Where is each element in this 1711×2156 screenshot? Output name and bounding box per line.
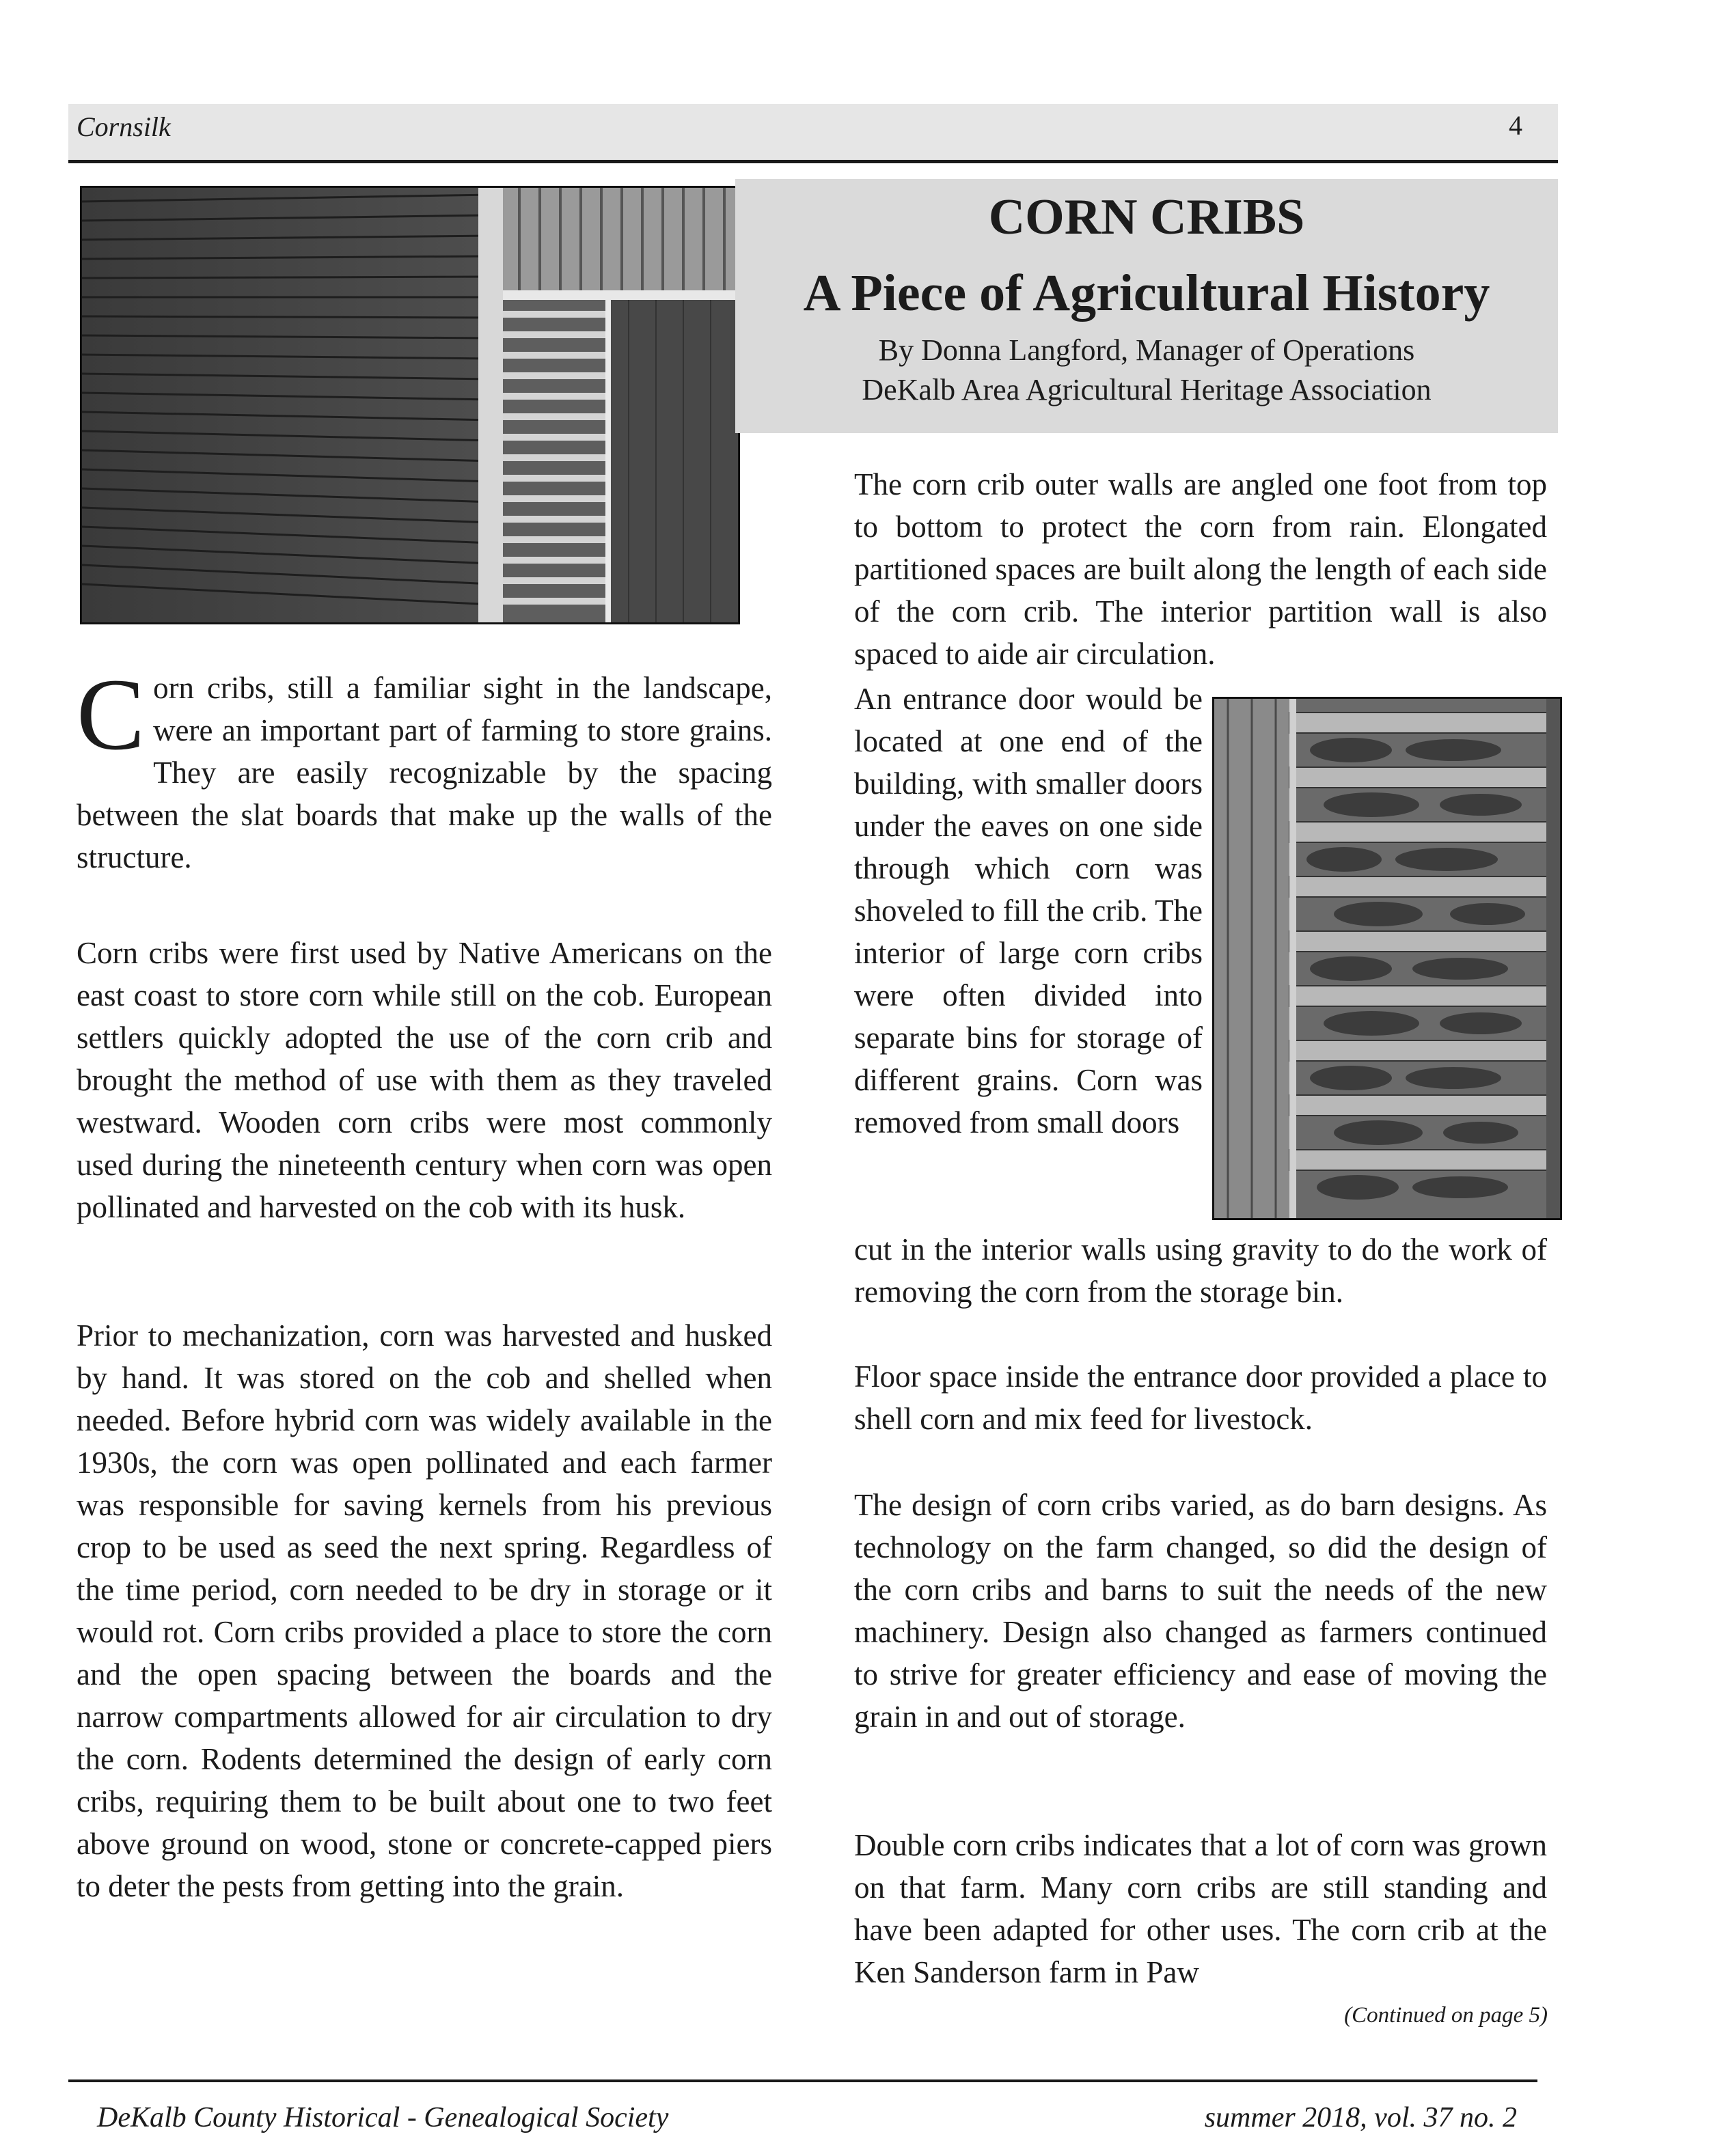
right-paragraph-3: The design of corn cribs varied, as do barn designs. As technology on the farm changed, so did the design of the corn cribs and barns to suit the needs of the new machinery. Design also changed as farmers continued to strive for greater efficiency and ease of moving the grain in and out of storage. <box>854 1488 1547 1734</box>
corn-crib-interior-photo <box>1212 697 1562 1220</box>
publication-title: Cornsilk <box>77 111 171 142</box>
footer-issue: summer 2018, vol. 37 no. 2 <box>1204 2102 1517 2133</box>
footer-society: DeKalb County Historical - Genealogical Society <box>97 2102 669 2133</box>
left-paragraph-3: Prior to mechanization, corn was harvested and husked by hand. It was stored on the cob and shelled when needed. Before hybrid corn was widely available in the 1930s, the corn was open pollinated and each farmer was responsible for saving kernels from his previous crop to be used as seed the next spring. Regardless of the time period, corn needed to be dry in storage or it would rot. Corn cribs provided a place to store the corn and the open spacing between the boards and the narrow compartments allowed for air circulation to dry the corn. Rodents determined the design of early corn cribs, requiring them to be built about one to two feet above ground on wood, stone or concrete-capped piers to deter the pests from getting into the grain. <box>77 1318 772 1903</box>
byline-organization: DeKalb Area Agricultural Heritage Association <box>862 373 1432 406</box>
right-paragraph-1c: cut in the interior walls using gravity to do the work of removing the corn from the storage bin. <box>854 1232 1547 1309</box>
right-paragraph-1a: The corn crib outer walls are angled one foot from top to bottom to protect the corn from rain. Elongated partitioned spaces are built along the length of each side of the corn crib. The interior partition wall is also spaced to aide air circulation. <box>854 467 1547 671</box>
header-bar <box>68 104 1558 160</box>
left-paragraph-1 <box>77 658 772 879</box>
continued-note: (Continued on page 5) <box>1344 2003 1548 2028</box>
left-paragraph-2: Corn cribs were first used by Native Americans on the east coast to store corn while still on the cob. European settlers quickly adopted the use of the corn crib and brought the method of use with them as they traveled westward. Wooden corn cribs were most commonly used during the nineteenth century when corn was open pollinated and harvested on the cob with its husk. <box>77 936 772 1224</box>
right-paragraph-2: Floor space inside the entrance door provided a place to shell corn and mix feed for livestock. <box>854 1359 1547 1436</box>
drop-cap: C <box>77 658 146 771</box>
byline-author: By Donna Langford, Manager of Operations <box>878 333 1415 367</box>
article-title: CORN CRIBS <box>988 189 1305 245</box>
article-byline <box>735 331 1558 410</box>
right-paragraph-4: Double corn cribs indicates that a lot of corn was grown on that farm. Many corn cribs are still standing and have been adapted for other uses. The corn crib at the Ken Sanderson farm in Paw <box>854 1828 1547 1989</box>
article-subtitle: A Piece of Agricultural History <box>803 264 1490 322</box>
right-paragraph-1b: An entrance door would be located at one end of the building, with smaller doors under the eaves on one side through which corn was shoveled to fill the crib. The interior of large corn cribs were often divided into separate bins for storage of different grains. Corn was removed from small doors <box>854 682 1203 1139</box>
corn-crib-exterior-photo <box>80 186 740 624</box>
page-number: 4 <box>1509 110 1522 141</box>
left-paragraph-1-text: orn cribs, still a familiar sight in the landscape, were an important part of farming to store grains. They are easily recognizable by the spacing between the slat boards that make up the walls of the structure. <box>77 671 772 874</box>
footer-divider <box>68 2079 1537 2082</box>
header-divider <box>68 160 1558 163</box>
